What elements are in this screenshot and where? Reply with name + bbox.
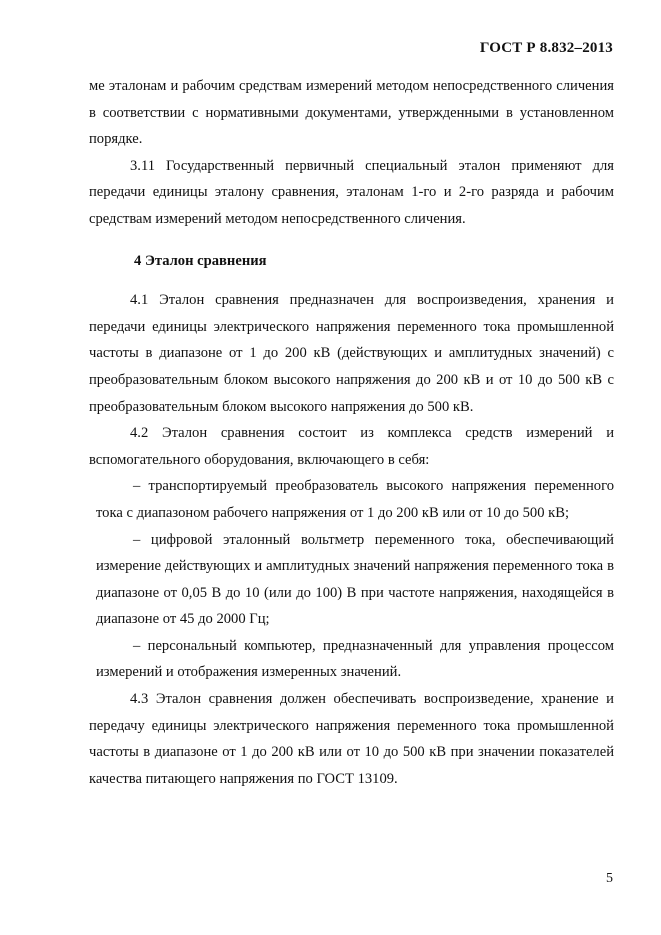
list-item-transducer: – транспортируемый преобразователь высокого напряжения переменного тока с диапазоном рабочего напряжения от 1 до 200 кВ или от 10 до 500 кВ; [96,478,614,521]
paragraph-3-11: 3.11 Государственный первичный специальный эталон применяют для передачи единицы эталону сравнения, эталонам 1-го и 2-го разряда и рабочим средствам измерений методом непосредственного сличения. [89,157,614,227]
section-heading-4: 4 Эталон сравнения [134,252,267,269]
paragraph-4-3: 4.3 Эталон сравнения должен обеспечивать воспроизведение, хранение и передачу единицы электрического напряжения переменного тока промышленной частоты в диапазоне от 1 до 200 кВ или от 10 до 500 кВ при значении показателей качества питающего напряжения по ГОСТ 13109. [89,691,614,787]
page-number: 5 [606,871,613,886]
paragraph-4-2: 4.2 Эталон сравнения состоит из комплекса средств измерений и вспомогательного оборудования, включающего в себя: [89,425,614,468]
page-body [89,73,614,792]
list-item-voltmeter: – цифровой эталонный вольтметр переменного тока, обеспечивающий измерение действующих и амплитудных значений напряжения переменного тока в диапазоне от 0,05 В до 10 (или до 100) В при частоте напряжения, находящейся в диапазоне от 45 до 2000 Гц; [96,531,614,628]
paragraph-continuation: ме эталонам и рабочим средствам измерений методом непосредственного сличения в соответствии с нормативными документами, утвержденными в установленном порядке. [89,78,614,148]
list-item-computer: – персональный компьютер, предназначенный для управления процессом измерений и отображения измеренных значений. [96,637,614,681]
document-code-header: ГОСТ Р 8.832–2013 [479,40,613,56]
paragraph-4-1: 4.1 Эталон сравнения предназначен для воспроизведения, хранения и передачи единицы электрического напряжения переменного тока промышленной частоты в диапазоне от 1 до 200 кВ (действующих и амплитудных значений) с преобразовательным блоком высокого напряжения до 200 кВ и от 10 до 500 кВ с преобразовательным блоком высокого напряжения до 500 кВ. [89,292,614,415]
